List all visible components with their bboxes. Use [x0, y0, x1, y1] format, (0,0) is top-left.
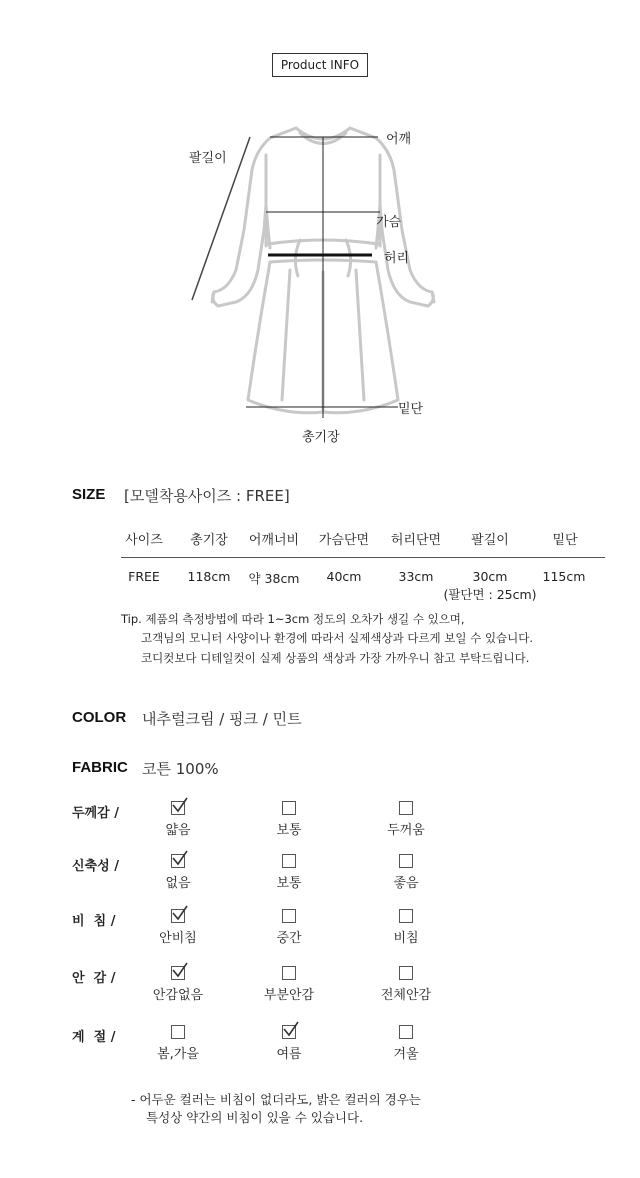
- size-cell: 118cm: [187, 569, 231, 584]
- checkbox-icon: [399, 1025, 413, 1039]
- size-header: 어깨너비: [248, 533, 300, 548]
- size-cell: 33cm: [398, 569, 434, 584]
- checkbox-icon: [399, 854, 413, 868]
- attribute-label: 안 감 /: [72, 971, 116, 986]
- size-title: SIZE: [72, 486, 106, 503]
- tip-line: 고객님의 모니터 사양이나 환경에 따라서 실제색상과 다르게 보일 수 있습니다.: [141, 631, 534, 645]
- attribute-option: [361, 966, 451, 1003]
- checked-box-icon: [171, 854, 185, 868]
- checkbox-icon: [399, 966, 413, 980]
- size-cell: 약 38cm: [248, 571, 300, 586]
- attribute-option-label: 안감없음: [152, 988, 204, 1003]
- size-header: 팔길이: [471, 533, 509, 548]
- checkbox-icon: [282, 966, 296, 980]
- attribute-option-label: 없음: [165, 876, 191, 891]
- attribute-option: [133, 854, 223, 891]
- checked-box-icon: [171, 966, 185, 980]
- attribute-label: 두께감 /: [72, 806, 119, 821]
- size-header: 허리단면: [390, 533, 442, 548]
- attribute-option-label: 중간: [276, 931, 302, 946]
- checked-box-icon: [171, 909, 185, 923]
- fabric-value: 코튼 100%: [142, 760, 219, 778]
- label-length: 총기장: [302, 430, 340, 445]
- color-value: 내추럴크림 / 핑크 / 민트: [142, 710, 302, 728]
- checked-box-icon: [282, 1025, 296, 1039]
- table-divider: [121, 557, 605, 558]
- checkbox-icon: [282, 909, 296, 923]
- attribute-option: [133, 909, 223, 946]
- attribute-option-label: 얇음: [165, 823, 191, 838]
- attribute-label: 신축성 /: [72, 859, 119, 874]
- note-line: - 어두운 컬러는 비침이 없더라도, 밝은 컬러의 경우는: [131, 1092, 421, 1107]
- attribute-option-label: 겨울: [393, 1047, 419, 1062]
- attribute-option-label: 여름: [276, 1047, 302, 1062]
- checkbox-icon: [171, 1025, 185, 1039]
- attribute-option: [361, 854, 451, 891]
- attribute-option: [244, 909, 334, 946]
- attribute-option-label: 두꺼움: [387, 823, 425, 838]
- attribute-option-label: 봄,가을: [157, 1047, 199, 1062]
- attribute-option-label: 비침: [393, 931, 419, 946]
- attribute-option-label: 보통: [276, 876, 302, 891]
- attribute-option: [244, 966, 334, 1003]
- attribute-option: [244, 1025, 334, 1062]
- label-chest: 가슴: [376, 215, 402, 230]
- size-cell: 115cm: [542, 569, 586, 584]
- attribute-option: [244, 854, 334, 891]
- attribute-option: [361, 801, 451, 838]
- attribute-option: [361, 909, 451, 946]
- size-subtitle: [모델착용사이즈 : FREE]: [124, 487, 290, 505]
- attribute-label: 비 침 /: [72, 914, 116, 929]
- attribute-option-label: 안비침: [159, 931, 197, 946]
- size-header: 밑단: [552, 533, 578, 548]
- checkbox-icon: [399, 909, 413, 923]
- label-sleeve: 팔길이: [189, 151, 227, 166]
- note-line: 특성상 약간의 비침이 있을 수 있습니다.: [146, 1110, 364, 1125]
- label-hem: 밑단: [398, 402, 424, 417]
- attribute-option: [133, 966, 223, 1003]
- color-title: COLOR: [72, 709, 127, 726]
- attribute-option: [361, 1025, 451, 1062]
- size-cell: FREE: [128, 569, 160, 584]
- checkbox-icon: [282, 854, 296, 868]
- attribute-option: [133, 1025, 223, 1062]
- attribute-option: [133, 801, 223, 838]
- label-waist: 허리: [384, 251, 410, 266]
- size-header: 사이즈: [125, 533, 163, 548]
- attribute-label: 계 절 /: [72, 1030, 116, 1045]
- attribute-option-label: 부분안감: [263, 988, 315, 1003]
- tip-line: 코디컷보다 디테일컷이 실제 상품의 색상과 가장 가까우니 참고 부탁드립니다.: [141, 651, 530, 665]
- attribute-option-label: 좋음: [393, 876, 419, 891]
- checked-box-icon: [171, 801, 185, 815]
- size-cell: 40cm: [326, 569, 362, 584]
- product-info-title: Product INFO: [272, 53, 368, 77]
- attribute-option-label: 보통: [276, 823, 302, 838]
- size-header: 가슴단면: [318, 533, 370, 548]
- label-shoulder: 어깨: [386, 132, 412, 147]
- size-cell: 30cm: [472, 569, 508, 584]
- checkbox-icon: [399, 801, 413, 815]
- attribute-option-label: 전체안감: [380, 988, 432, 1003]
- size-header: 총기장: [190, 533, 228, 548]
- checkbox-icon: [282, 801, 296, 815]
- attribute-option: [244, 801, 334, 838]
- tip-line: Tip. 제품의 측정방법에 따라 1~3cm 정도의 오차가 생길 수 있으며,: [121, 612, 465, 626]
- sleeve-width-note: (팔단면 : 25cm): [443, 587, 537, 602]
- fabric-title: FABRIC: [72, 759, 128, 776]
